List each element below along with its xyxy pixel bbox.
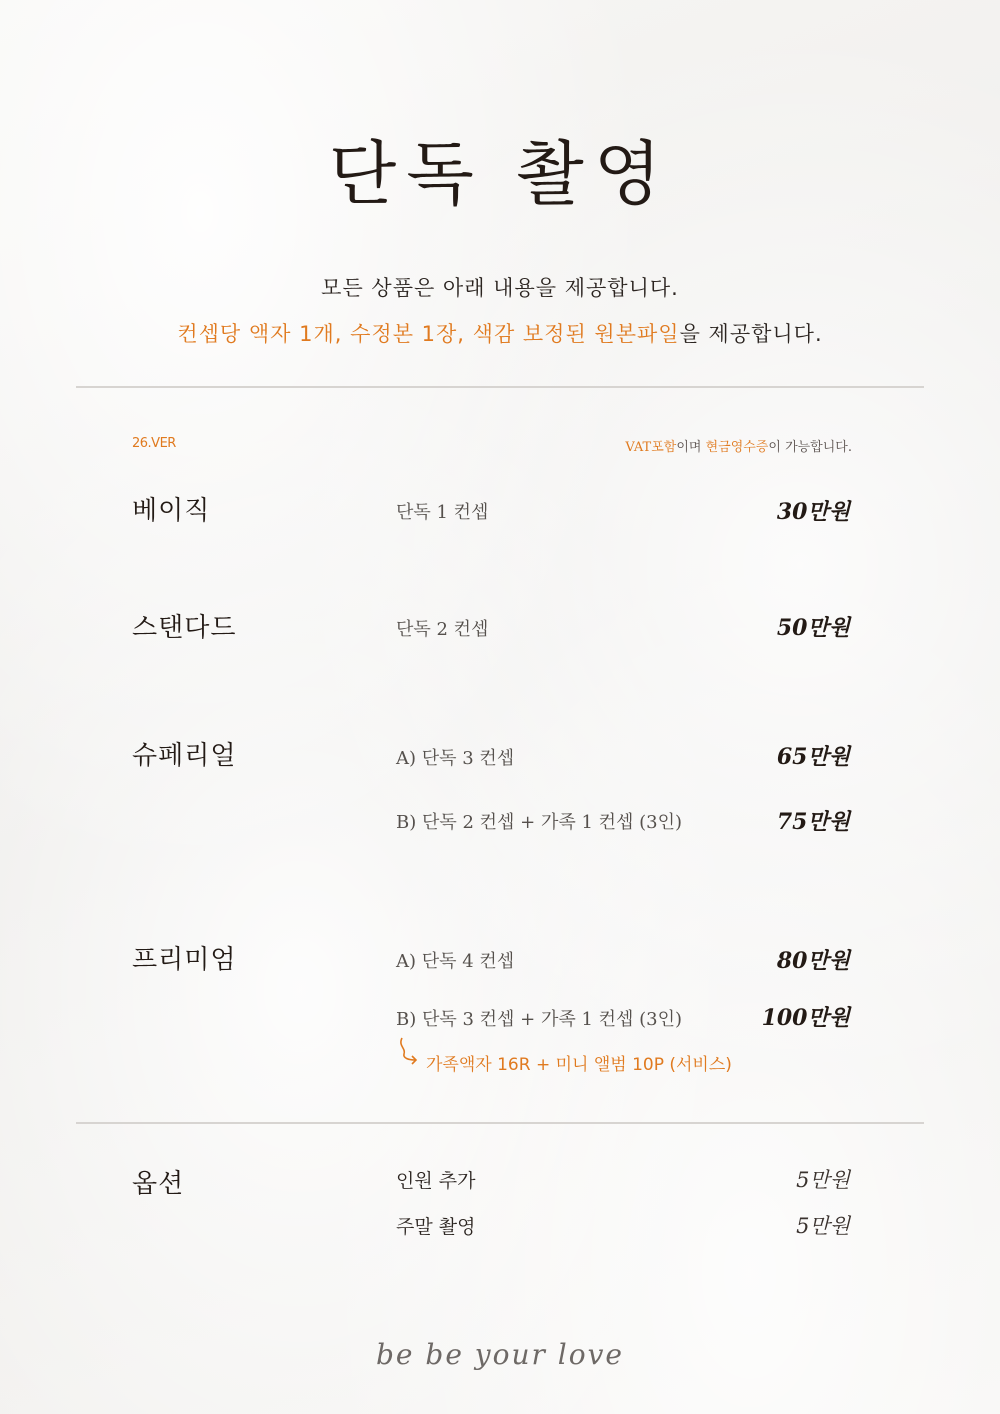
package-premium-name: 프리미엄: [132, 945, 237, 975]
package-superior-desc-b: B) 단독 2 컨셉 + 가족 1 컨셉 (3인): [396, 812, 682, 833]
package-standard-name: 스탠다드: [132, 613, 237, 643]
package-superior-name: 슈페리얼: [132, 741, 237, 771]
vat-highlight: VAT포함: [625, 440, 677, 455]
option-weekend-price: 5만원: [796, 1214, 850, 1238]
vat-rest: 이 가능합니다.: [768, 440, 852, 455]
page-title: 단독 촬영: [328, 133, 672, 215]
package-basic-name: 베이직: [132, 496, 211, 526]
package-premium-desc-b: B) 단독 3 컨셉 + 가족 1 컨셉 (3인): [396, 1009, 682, 1030]
package-standard-price: 50만원: [776, 615, 850, 641]
vat-mid: 이며: [676, 440, 706, 455]
bottom-divider: [76, 1122, 924, 1124]
vat-note: [625, 436, 852, 455]
package-superior-price-a: 65만원: [776, 744, 850, 770]
package-premium-desc-a: A) 단독 4 컨셉: [396, 951, 515, 972]
package-basic-price: 30만원: [776, 499, 850, 525]
option-extra-person-price: 5만원: [796, 1168, 850, 1192]
footer-tagline: be be your love: [376, 1338, 624, 1371]
package-premium-price-b: 100만원: [761, 1005, 850, 1031]
package-superior-price-b: 75만원: [776, 809, 850, 835]
package-superior-desc-a: A) 단독 3 컨셉: [396, 748, 515, 769]
package-basic-desc: 단독 1 컨셉: [396, 502, 489, 523]
curved-arrow-icon: [398, 1036, 422, 1066]
package-premium-price-a: 80만원: [776, 948, 850, 974]
package-standard-desc: 단독 2 컨셉: [396, 619, 489, 640]
option-weekend: 주말 촬영: [396, 1216, 476, 1238]
options-label: 옵션: [132, 1169, 185, 1199]
receipt-highlight: 현금영수증: [705, 440, 769, 455]
intro-rest: 을 제공합니다.: [679, 322, 823, 346]
version-label: 26.VER: [132, 436, 176, 451]
intro-line-1: 모든 상품은 아래 내용을 제공합니다.: [321, 276, 679, 300]
top-divider: [76, 386, 924, 388]
intro-line-2: [0, 318, 1000, 348]
premium-bonus: 가족액자 16R + 미니 앨범 10P (서비스): [426, 1055, 732, 1075]
option-extra-person: 인원 추가: [396, 1170, 476, 1192]
intro-highlight: 컨셉당 액자 1개, 수정본 1장, 색감 보정된 원본파일: [177, 322, 680, 346]
